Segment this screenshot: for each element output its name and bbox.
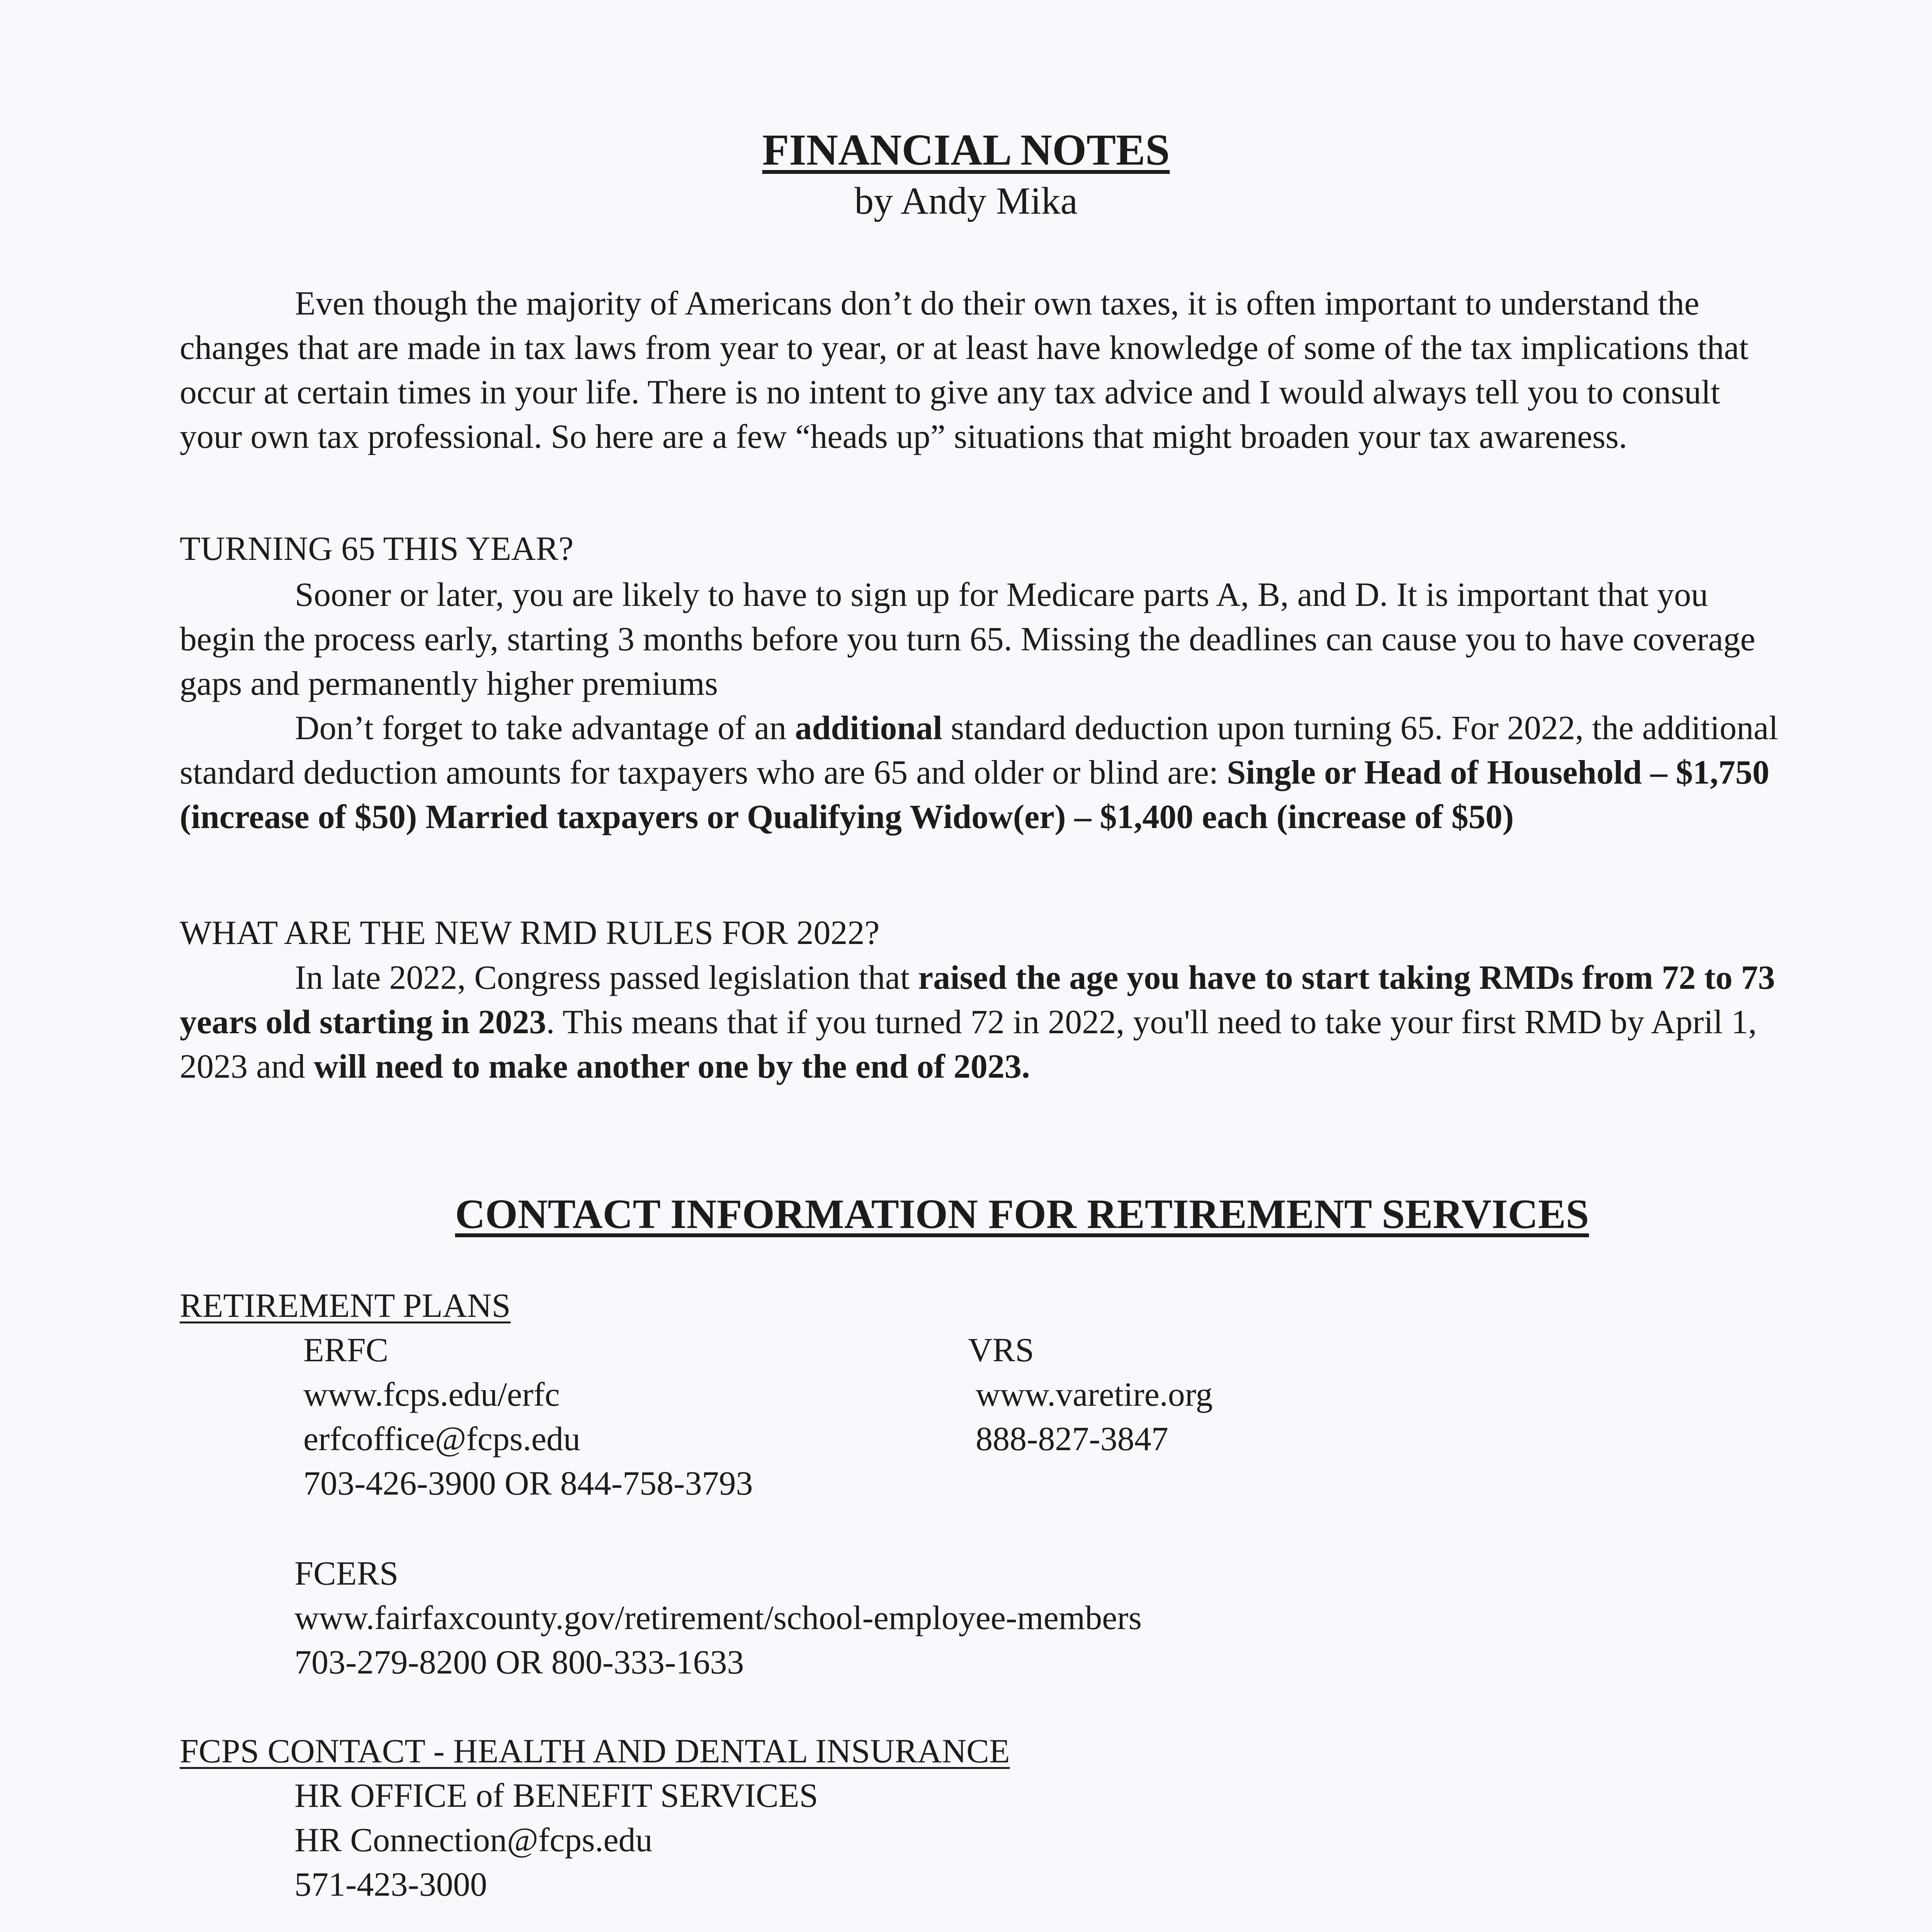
retirement-plans-label: RETIREMENT PLANS — [180, 1287, 511, 1325]
intro-paragraph: Even though the majority of Americans don’t do their own taxes, it is often important to understand the changes that are made in tax laws from year to year, or at least have knowledge of some of the tax implications that occur at certain times in your life. There is no intent to give any tax advice and I would always tell you to consult your own tax professional. So here are a few “heads up” situations that might broaden your tax awareness. — [180, 285, 1749, 456]
erfc-url[interactable]: www.fcps.edu/erfc — [303, 1376, 560, 1413]
fcers-phone: 703-279-8200 OR 800-333-1633 — [294, 1644, 744, 1681]
erfc-email[interactable]: erfcoffice@fcps.edu — [303, 1420, 581, 1458]
hr-office: HR OFFICE of BENEFIT SERVICES — [294, 1777, 818, 1815]
vrs-url[interactable]: www.varetire.org — [976, 1376, 1213, 1413]
financial-notes-title: FINANCIAL NOTES — [762, 125, 1170, 174]
hr-email[interactable]: HR Connection@fcps.edu — [294, 1821, 653, 1859]
turning65-paragraph-1: Sooner or later, you are likely to have to sign up for Medicare parts A, B, and D. It is important that you begin the process early, starting 3 months before you turn 65. Missing the deadlines can cause you to have coverage gaps and permanently higher premiums — [180, 576, 1755, 702]
rmd-heading: WHAT ARE THE NEW RMD RULES FOR 2022? — [180, 914, 880, 952]
fcers-name: FCERS — [294, 1555, 399, 1592]
contact-title: CONTACT INFORMATION FOR RETIREMENT SERVICES — [455, 1191, 1589, 1237]
vrs-phone: 888-827-3847 — [976, 1420, 1168, 1458]
turning65-paragraph-2: Don’t forget to take advantage of an additional standard deduction upon turning 65. For 2022, the additional standard deduction amounts for taxpayers who are 65 and older or blind are: Single or Head of Household – $1,750 (increase of $50) Married taxpayers or Qualifying Widow(er) – $1,400 each (increase of $50) — [180, 709, 1778, 836]
turning65-heading: TURNING 65 THIS YEAR? — [180, 530, 574, 568]
fcps-contact-label: FCPS CONTACT - HEALTH AND DENTAL INSURANCE — [180, 1733, 1010, 1770]
erfc-phone: 703-426-3900 OR 844-758-3793 — [303, 1465, 753, 1502]
vrs-name: VRS — [968, 1332, 1034, 1369]
erfc-name: ERFC — [303, 1332, 389, 1369]
hr-phone: 571-423-3000 — [294, 1866, 487, 1903]
fcers-url[interactable]: www.fairfaxcounty.gov/retirement/school-employee-members — [294, 1599, 1142, 1637]
byline: by Andy Mika — [854, 179, 1078, 222]
rmd-paragraph: In late 2022, Congress passed legislation that raised the age you have to start taking RMDs from 72 to 73 years old starting in 2023. This means that if you turned 72 in 2022, you'll need to take your first RMD by April 1, 2023 and will need to make another one by the end of 2023. — [180, 959, 1775, 1085]
